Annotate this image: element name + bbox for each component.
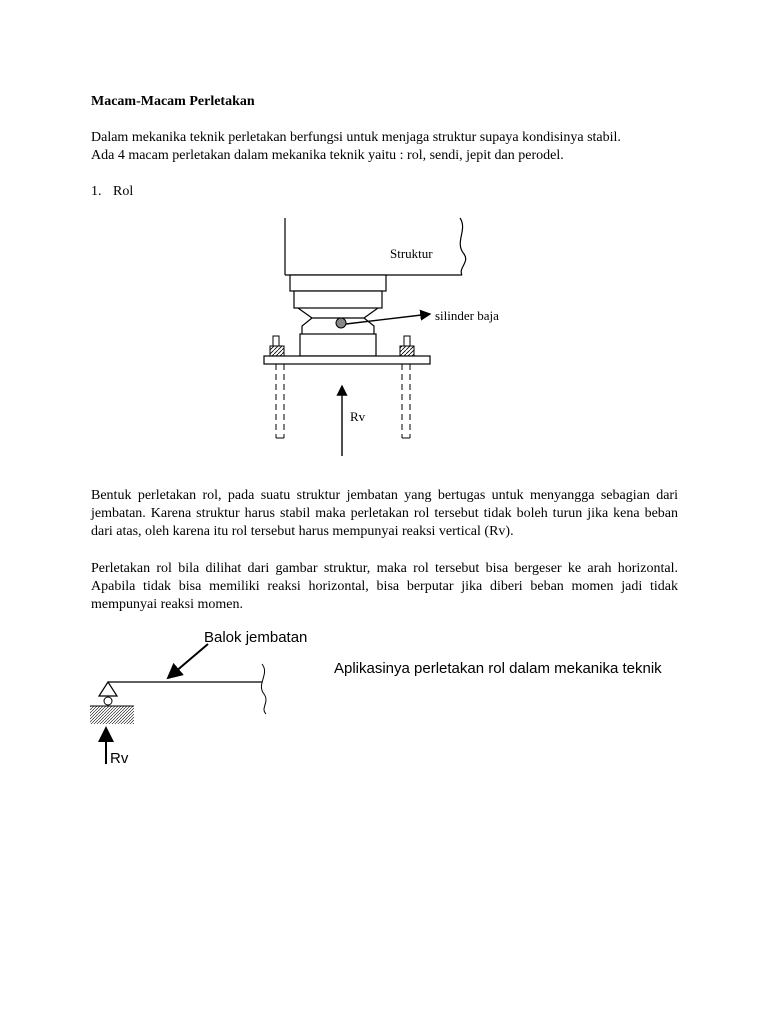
label-struktur: Struktur [390,246,433,261]
intro-paragraph [91,129,678,165]
label-silinder-baja: silinder baja [435,308,499,323]
intro-line-2: Ada 4 macam perletakan dalam mekanika teknik yaitu : rol, sendi, jepit dan perodel. [91,148,564,163]
ground-hatch [90,706,134,724]
bearing-body [298,308,378,318]
balok-pointer-arrow [168,644,208,678]
roller-triangle [99,682,117,696]
label-rv-rol: Rv [350,409,366,424]
cylinder-pointer-arrow [346,314,430,324]
beam-break-line [261,664,266,714]
roller-wheel [104,697,112,705]
rol-description-paragraph: Bentuk perletakan rol, pada suatu struktur jembatan yang bertugas untuk menyangga sebagian dari jembatan. Karena struktur harus stabil maka perletakan rol tersebut tidak boleh turun jika kena beban dari atas, oleh karena itu rol tersebut harus mempunyai reaksi vertical (Rv). [91,488,678,539]
steel-cylinder [336,318,346,328]
base-plate [264,356,430,364]
right-anchor-bolt [400,336,414,438]
application-caption: Aplikasinya perletakan rol dalam mekanika teknik [334,660,662,677]
intro-line-1: Dalam mekanika teknik perletakan berfungsi untuk menjaga struktur supaya kondisinya stabil. [91,130,621,145]
structure-block [285,218,466,275]
document-title: Macam-Macam Perletakan [91,94,255,109]
label-rv-application: Rv [110,750,129,767]
label-balok-jembatan: Balok jembatan [204,629,308,646]
list-label: Rol [113,184,134,199]
lower-saddle [300,334,376,356]
list-number: 1. [91,184,102,199]
list-item-rol [91,184,133,200]
rol-movement-paragraph: Perletakan rol bila dilihat dari gambar struktur, maka rol tersebut bisa bergeser ke arah horizontal. Apabila tidak bisa memiliki reaksi horizontal, bisa berputar jika diberi beban momen jadi tidak mempunyai reaksi momen. [91,561,678,612]
top-plate [290,275,386,291]
upper-saddle [294,291,382,308]
left-anchor-bolt [270,336,284,438]
